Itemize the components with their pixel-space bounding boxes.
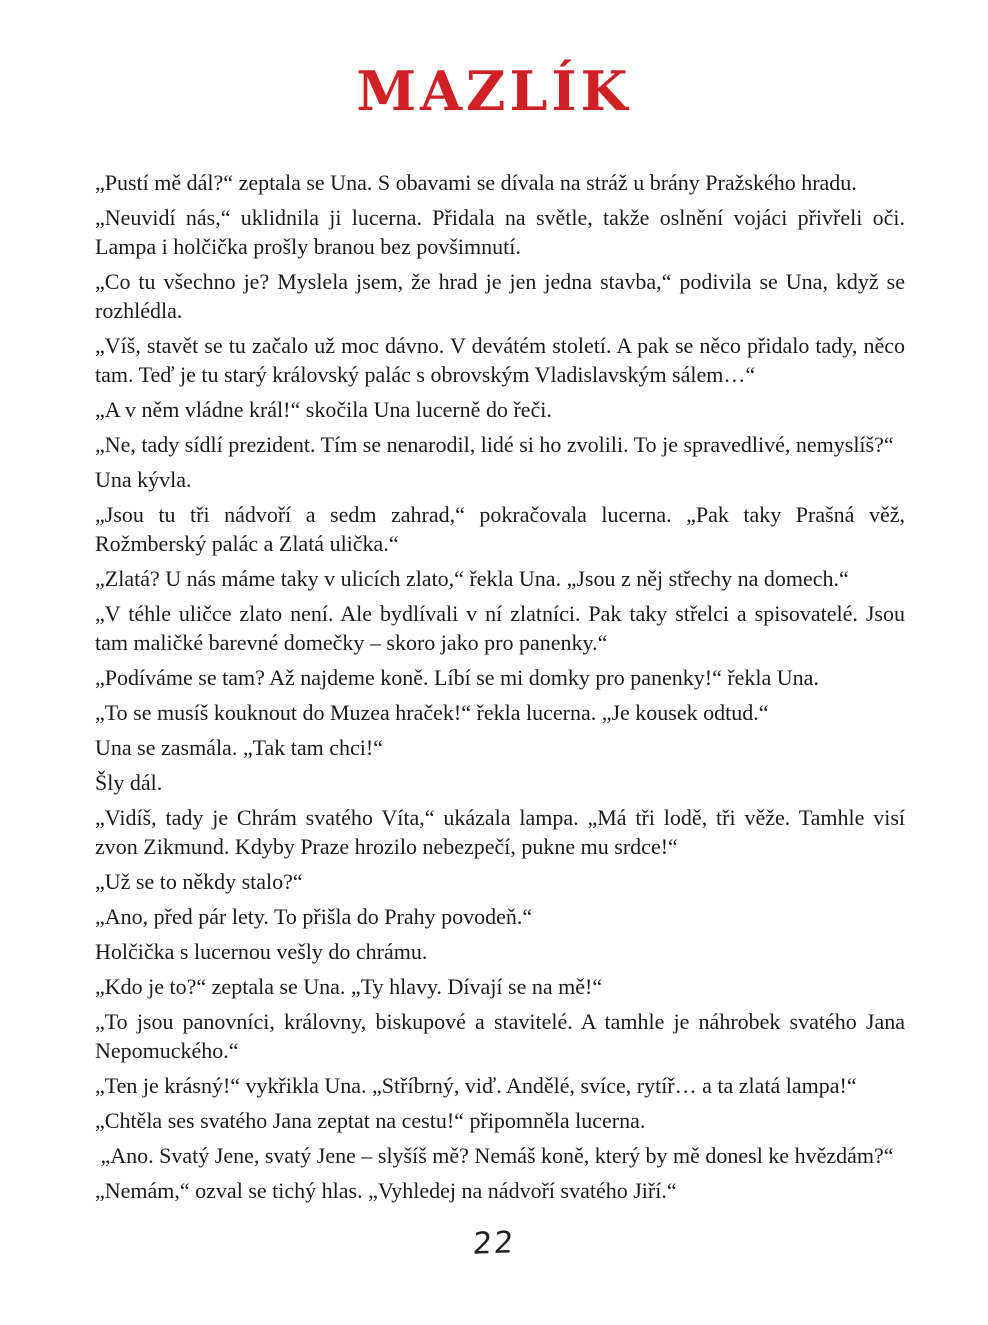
paragraph: „Pustí mě dál?“ zeptala se Una. S obavami se dívala na stráž u brány Pražského hradu. <box>95 170 857 195</box>
paragraph: „Jsou tu tři nádvoří a sedm zahrad,“ pokračovala lucerna. „Pak taky Prašná věž, Rožmberský palác a Zlatá ulička.“ <box>95 502 905 556</box>
paragraph: Una se zasmála. „Tak tam chci!“ <box>95 735 383 760</box>
paragraph: „Zlatá? U nás máme taky v ulicích zlato,“ řekla Una. „Jsou z něj střechy na domech.“ <box>95 566 849 591</box>
paragraph: „Neuvidí nás,“ uklidnila ji lucerna. Přidala na světle, takže oslnění vojáci přivřeli oči. Lampa i holčička prošly branou bez povšimnutí. <box>95 205 905 259</box>
paragraph: „A v něm vládne král!“ skočila Una lucerně do řeči. <box>95 397 552 422</box>
paragraph: Šly dál. <box>95 770 163 795</box>
text-block <box>95 168 905 1205</box>
paragraph: „Nemám,“ ozval se tichý hlas. „Vyhledej na nádvoří svatého Jiří.“ <box>95 1178 677 1203</box>
paragraph: „Ne, tady sídlí prezident. Tím se nenarodil, lidé si ho zvolili. To je spravedlivé, nemyslíš?“ <box>95 432 894 457</box>
paragraph: Una kývla. <box>95 467 192 492</box>
paragraph: „Kdo je to?“ zeptala se Una. „Ty hlavy. Dívají se na mě!“ <box>95 974 603 999</box>
page-title: MAZLÍK <box>356 59 632 123</box>
paragraph: „Podíváme se tam? Až najdeme koně. Líbí se mi domky pro panenky!“ řekla Una. <box>95 665 819 690</box>
paragraph: „Ten je krásný!“ vykřikla Una. „Stříbrný, viď. Andělé, svíce, rytíř… a ta zlatá lampa!“ <box>95 1073 857 1098</box>
page-number: 22 <box>471 1225 517 1262</box>
paragraph: „Víš, stavět se tu začalo už moc dávno. V devátém století. A pak se něco přidalo tady, něco tam. Teď je tu starý královský palác s obrovským Vladislavským sálem…“ <box>95 333 905 387</box>
paragraph: Holčička s lucernou vešly do chrámu. <box>95 939 428 964</box>
paragraph: „Co tu všechno je? Myslela jsem, že hrad je jen jedna stavba,“ podivila se Una, když se rozhlédla. <box>95 269 905 323</box>
paragraph: „To jsou panovníci, královny, biskupové a stavitelé. A tamhle je náhrobek svatého Jana Nepomuckého.“ <box>95 1009 905 1063</box>
paragraph: „Ano. Svatý Jene, svatý Jene – slyšíš mě? Nemáš koně, který by mě donesl ke hvězdám?“ <box>95 1143 894 1168</box>
paragraph: „To se musíš kouknout do Muzea hraček!“ řekla lucerna. „Je kousek odtud.“ <box>95 700 769 725</box>
paragraph: „Už se to někdy stalo?“ <box>95 869 303 894</box>
paragraph: „Ano, před pár lety. To přišla do Prahy povodeň.“ <box>95 904 533 929</box>
paragraph: „V téhle uličce zlato není. Ale bydlívali v ní zlatníci. Pak taky střelci a spisovatelé. Jsou tam maličké barevné domečky – skoro jako pro panenky.“ <box>95 601 905 655</box>
paragraph: „Chtěla ses svatého Jana zeptat na cestu!“ připomněla lucerna. <box>95 1108 646 1133</box>
paragraph: „Vidíš, tady je Chrám svatého Víta,“ ukázala lampa. „Má tři lodě, tři věže. Tamhle visí zvon Zikmund. Kdyby Praze hrozilo nebezpečí, pukne mu srdce!“ <box>95 805 905 859</box>
